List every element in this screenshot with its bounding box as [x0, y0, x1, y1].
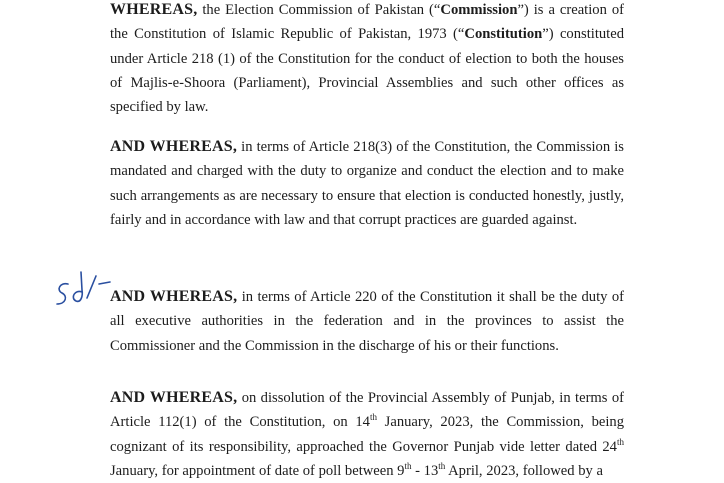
handwritten-sd-mark: [48, 262, 118, 322]
paragraph-lead: AND WHEREAS,: [110, 288, 238, 305]
paragraph-article-218-3: AND WHEREAS, in terms of Article 218(3) of the Constitution, the Commission is mandated and charged with the duty to organize and conduct the election and to make such arrangements as are necessary to ensure that election is conducted honestly, justly, fairly and in accordance with law and that corrupt practices are guarded against.: [110, 138, 624, 228]
paragraph-lead: AND WHEREAS,: [110, 389, 238, 406]
paragraph-article-220: AND WHEREAS, in terms of Article 220 of the Constitution it shall be the duty of all executive authorities in the federation and in the provinces to assist the Commissioner and the Commission in the discharge of his or their functions.: [110, 288, 624, 354]
paragraph-lead: AND WHEREAS,: [110, 138, 238, 155]
paragraph-whereas-commission: WHEREAS, the Election Commission of Pakistan (“Commission”) is a creation of the Constitution of Islamic Republic of Pakistan, 1973 (“Constitution”) constituted under Article 218 (1) of the Constitution for the conduct of election to both the houses of Majlis-e-Shoora (Parliament), Provincial Assemblies and such other offices as specified by law.: [110, 1, 625, 116]
paragraph-punjab-dissolution: AND WHEREAS, on dissolution of the Provincial Assembly of Punjab, in terms of Article 112(1) of the Constitution, on 14th January, 2023, the Commission, being cognizant of its responsibility, approached the Governor Punjab vide letter dated 24th January, for appointment of date of poll between 9th - 13th April, 2023, followed by a: [110, 389, 624, 479]
paragraph-lead: WHEREAS,: [110, 1, 198, 18]
term-constitution: Constitution: [464, 26, 543, 43]
term-commission: Commission: [440, 2, 518, 18]
